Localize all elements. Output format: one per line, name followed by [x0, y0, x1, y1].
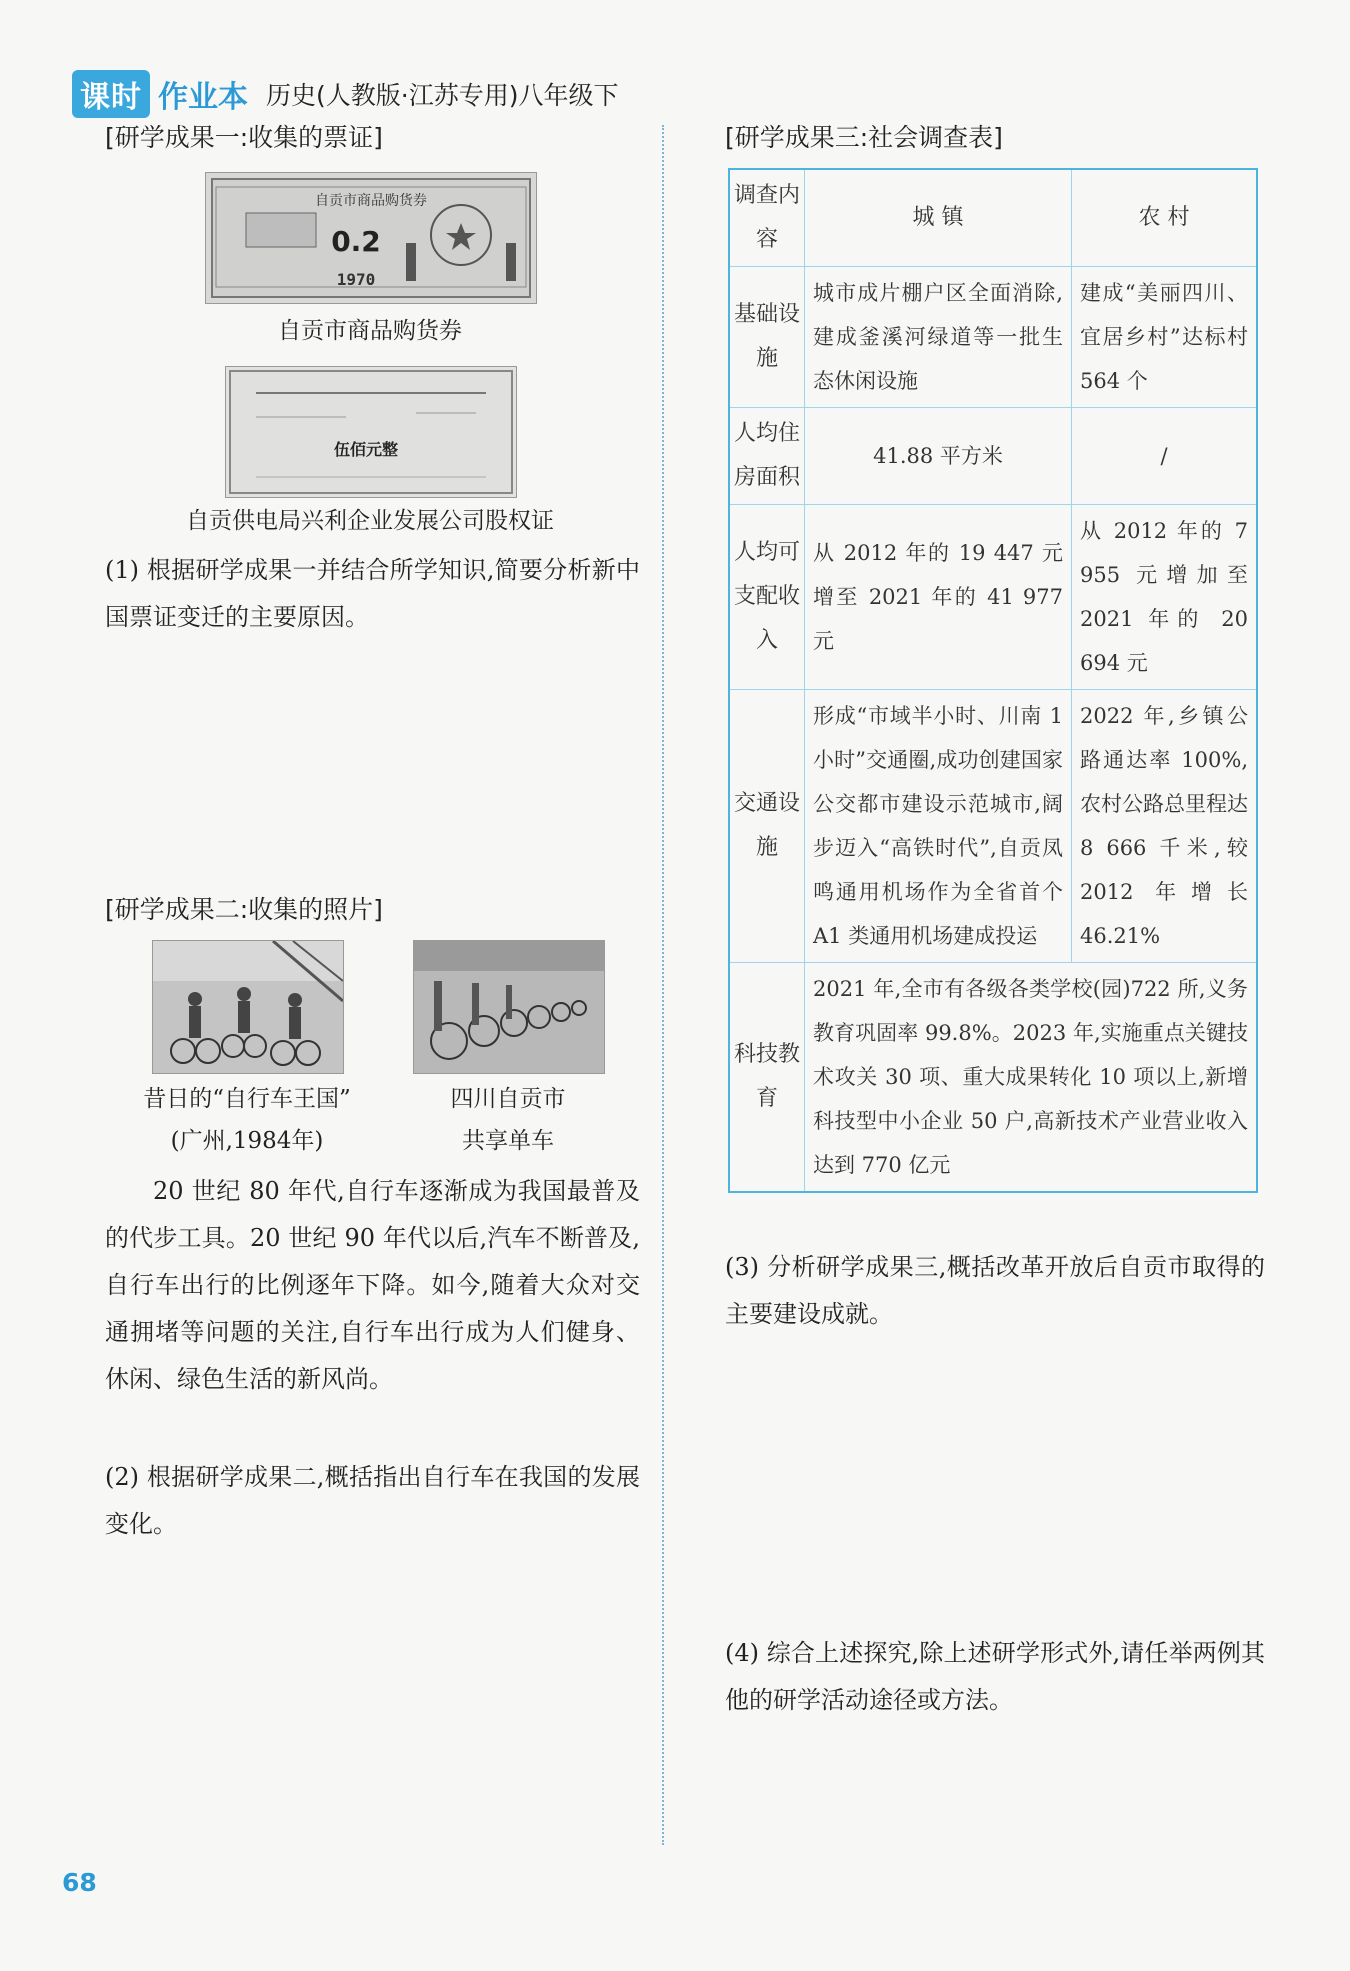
- bicycle-paragraph: 20 世纪 80 年代,自行车逐渐成为我国最普及的代步工具。20 世纪 90 年代以后,汽车不断普及,自行车出行的比例逐年下降。如今,随着大众对交通拥堵等问题的关注,自行车出行成为人们健身、休闲、绿色生活的新风尚。: [105, 1177, 640, 1393]
- shared-bikes-illustration: [414, 941, 604, 1073]
- question-3: (3) 分析研学成果三,概括改革开放后自贡市取得的主要建设成就。: [725, 1253, 1265, 1328]
- ticket1-top-text: 自贡市商品购货券: [315, 193, 427, 209]
- photo2-caption-line1: 四川自贡市: [450, 1086, 566, 1112]
- photo1-caption-line2: (广州,1984年): [170, 1128, 324, 1154]
- ticket2-image: [225, 366, 517, 498]
- table-header-cell: 农 村: [1072, 169, 1258, 267]
- bicycle-crowd-illustration: [153, 941, 343, 1073]
- brand-name: 作业本: [158, 80, 248, 115]
- ticket1-amount: 0.2: [331, 225, 381, 258]
- table-header-cell: 调查内容: [729, 169, 805, 267]
- table-row: [729, 505, 1257, 690]
- rural-cell: 建成“美丽四川、宜居乡村”达标村 564 个: [1072, 267, 1258, 408]
- photo1-caption-line1: 昔日的“自行车王国”: [143, 1086, 351, 1112]
- rural-cell: 2022 年,乡镇公路通达率 100%,农村公路总里程达 8 666 千米,较 2012 年增长 46.21%: [1072, 690, 1258, 963]
- section2-title: [研学成果二:收集的照片]: [105, 895, 383, 924]
- ticket2-amount: 伍佰元整: [333, 440, 399, 459]
- photo2-caption-line2: 共享单车: [462, 1128, 554, 1154]
- town-cell: 城市成片棚户区全面消除,建成釜溪河绿道等一批生态休闲设施: [805, 267, 1072, 408]
- question-1: (1) 根据研学成果一并结合所学知识,简要分析新中国票证变迁的主要原因。: [105, 556, 640, 631]
- rural-cell: 从 2012 年的 7 955 元增加至 2021 年的 20 694 元: [1072, 505, 1258, 690]
- page-header: [72, 70, 618, 118]
- table-row: [729, 267, 1257, 408]
- table-row: [729, 408, 1257, 505]
- page-number: 68: [62, 1868, 97, 1897]
- row-label: 人均可支配收入: [729, 505, 805, 690]
- photo2-caption: [408, 1078, 608, 1162]
- table-row: [729, 963, 1257, 1193]
- table-header-row: [729, 169, 1257, 267]
- section3-title: [研学成果三:社会调查表]: [725, 123, 1003, 152]
- subject-title: 历史(人教版·江苏专用)八年级下: [266, 81, 619, 110]
- column-divider: [662, 125, 664, 1845]
- ticket1-year: 1970: [336, 270, 376, 289]
- photo-zigong-shared-bikes: [413, 940, 605, 1074]
- question-4: (4) 综合上述探究,除上述研学形式外,请任举两例其他的研学活动途径或方法。: [725, 1639, 1265, 1714]
- rural-cell: /: [1072, 408, 1258, 505]
- question-2: (2) 根据研学成果二,概括指出自行车在我国的发展变化。: [105, 1463, 640, 1538]
- ticket1-caption: 自贡市商品购货券: [278, 318, 462, 344]
- photo1-caption: [122, 1078, 372, 1162]
- table-header-cell: 城 镇: [805, 169, 1072, 267]
- ticket1-image: [205, 172, 537, 304]
- row-label: 科技教育: [729, 963, 805, 1193]
- section1-title: [研学成果一:收集的票证]: [105, 123, 383, 152]
- brand-logo: 课时: [72, 70, 150, 118]
- survey-table: [728, 168, 1258, 1193]
- photo-guangzhou-bicycles: [152, 940, 344, 1074]
- town-cell: 41.88 平方米: [805, 408, 1072, 505]
- row-label: 基础设施: [729, 267, 805, 408]
- town-cell: 形成“市域半小时、川南 1 小时”交通圈,成功创建国家公交都市建设示范城市,阔步迈入“高铁时代”,自贡凤鸣通用机场作为全省首个 A1 类通用机场建成投运: [805, 690, 1072, 963]
- row-label: 人均住房面积: [729, 408, 805, 505]
- merged-cell: 2021 年,全市有各级各类学校(园)722 所,义务教育巩固率 99.8%。2023 年,实施重点关键技术攻关 30 项、重大成果转化 10 项以上,新增科技型中小企业 50 户,高新技术产业营业收入达到 770 亿元: [805, 963, 1258, 1193]
- ticket2-caption: 自贡供电局兴利企业发展公司股权证: [186, 508, 554, 534]
- row-label: 交通设施: [729, 690, 805, 963]
- town-cell: 从 2012 年的 19 447 元增至 2021 年的 41 977 元: [805, 505, 1072, 690]
- ticket2-illustration: [226, 367, 516, 497]
- left-column: [105, 118, 645, 154]
- ticket1-illustration: [206, 173, 536, 303]
- table-row: [729, 690, 1257, 963]
